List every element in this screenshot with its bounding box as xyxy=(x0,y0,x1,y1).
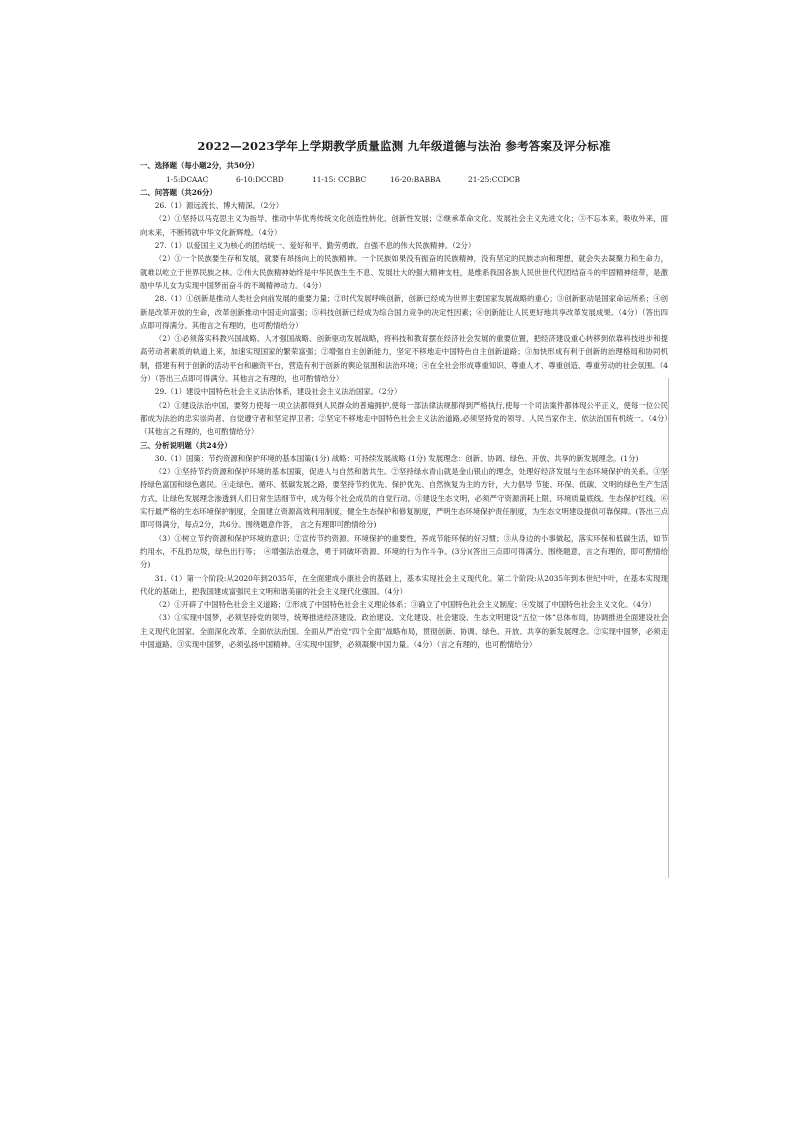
answer-paragraph: （2）①一个民族要生存和发展，就要有昂扬向上的民族精神。一个民族如果没有振奋的民族精神，没有坚定的民族志向和理想，就会失去凝聚力和生命力，就难以屹立于世界民族之林。②伟大民族精神始终是中华民族生生不息、发展壮大的强大精神支柱，是维系我国各族人民世世代代团结奋斗的牢固精神纽带，是激励中华儿女为实现中国梦而奋斗的不竭精神动力。（4分） xyxy=(140,254,668,290)
choice-answers xyxy=(166,173,668,186)
answer-paragraph: 29.（1）建设中国特色社会主义法治体系，建设社会主义法治国家。（2分） xyxy=(154,387,402,397)
answer-paragraph: （2）①坚持节约资源和保护环境的基本国策，促进人与自然和谐共生。②坚持绿水青山就是金山银山的理念，处理好经济发展与生态环境保护的关系。③坚持绿色富国和绿色惠民。④走绿色、循环、低碳发展之路，要坚持节约优先、保护优先、自然恢复为主的方针，大力倡导 节能、环保、低碳、文明的绿色生产生活方式，让绿色发展理念渗透到人们日常生活细节中，成为每个社会成员的自觉行动。⑤建设生态文明，必须严守资源消耗上限、环境质量底线、生态保护红线。⑥实行最严格的生态环境保护制度，全面建立资源高效利用制度，健全生态保护和修复制度，严明生态环境保护责任制度，为生态文明建设提供可靠保障。(答出三点即可得满分，每点2分，共6分。围绕题意作答， 言之有理即可酌情给分) xyxy=(140,467,668,530)
choice-answer-group: 11-15: CCBBC xyxy=(312,174,367,184)
choice-answer-group: 21-25:CCDCB xyxy=(468,174,521,184)
answer-paragraph: 26.（1）源远流长、博大精深。（2分） xyxy=(154,201,284,211)
document-title: 2022—2023学年上学期教学质量监测 九年级道德与法治 参考答案及评分标准 xyxy=(197,139,611,153)
choice-answer-group: 6-10:DCCBD xyxy=(236,174,284,184)
answer-paragraph: （3）①树立节约资源和保护环境的意识；②宣传节约资源、环境保护的重要性，养成节能环保的好习惯；③从身边的小事做起，落实环保和低碳生活，如节约用水，不乱扔垃圾，绿色出行等； ④增强法治观念，勇于同破坏资源、环境的行为作斗争。(3分)(答出三点即可得满分。围绕题意，言之有理的，即可酌情给分) xyxy=(140,533,668,570)
answer-paragraph: （2）①开辟了中国特色社会主义道路；②形成了中国特色社会主义理论体系；③确立了中国特色社会主义制度；④发展了中国特色社会主义文化。（4分） xyxy=(154,600,656,610)
answer-paragraph: 31.（1）第一个阶段:从2020年到2035年，在全面建成小康社会的基础上，基本实现社会主义现代化。第二个阶段:从2035年到本世纪中叶，在基本实现现代化的基础上，把我国建成富强民主文明和谐美丽的社会主义现代化强国。（4分） xyxy=(140,573,668,596)
answer-paragraph: （2）①坚持以马克思主义为指导、推动中华优秀传统文化创造性转化、创新性发展；②继承革命文化、发展社会主义先进文化；③不忘本来，吸收外来，面向未来，不断铸就中华文化新辉煌。（4分） xyxy=(140,214,668,237)
choice-answer-group: 1-5:DCAAC xyxy=(166,174,209,184)
answer-key-content xyxy=(140,140,668,651)
choice-answer-group: 16-20:BABBA xyxy=(390,174,441,184)
section-heading-analysis: 三、分析说明题（共24分） xyxy=(140,440,232,450)
answer-paragraph: （3）①实现中国梦，必须坚持党的领导，统筹推进经济建设、政治建设、文化建设、社会建设、生态文明建设“五位一体”总体布局，协调推进全面建设社会主义现代化国家、全面深化改革、全面依法治国、全面从严治党“四个全面”战略布局，贯彻创新、协调、绿色、开放、共享的新发展理念。②实现中国梦，必须走中国道路。③实现中国梦，必须弘扬中国精神。④实现中国梦，必须凝聚中国力量。（4分）（言之有理的，也可酌情给分） xyxy=(140,613,668,649)
answer-paragraph: 28.（1）①创新是推动人类社会向前发展的重要力量；②时代发展呼唤创新，创新已经成为世界主要国家发展战略的重心；③创新驱动是国家命运所系；④创新是改革开放的生命，改革创新推动中国走向富强；⑤科技创新已经成为综合国力竞争的决定性因素；⑥创新能让人民更好地共享改革发展成果。（4分）（答出四点即可得满分。其他言之有理的，也可酌情给分） xyxy=(140,294,668,330)
section-heading-choice: 一、选择题（每小题2分，共50分） xyxy=(140,161,259,171)
answer-paragraph: 27.（1）以爱国主义为核心的团结统一、爱好和平、勤劳勇敢、自强不息的伟大民族精神。（2分） xyxy=(154,241,476,251)
section-heading-qa: 二、问答题（共26分） xyxy=(140,187,217,197)
answer-paragraph: （2）①建设法治中国，要努力使每一项立法都得到人民群众的普遍拥护,使每一部法律法规都得到严格执行,使每一个司法案件都体现公平正义，使每一位公民都成为法治的忠实崇尚者、自觉遵守者和坚定捍卫者；②坚定不移地走中国特色社会主义法治道路,必须坚持党的领导、人民当家作主、依法治国有机统一。（4分）（其他言之有理的，也可酌情给分） xyxy=(140,400,668,437)
answer-paragraph: 30.（1）国策：节约资源和保护环境的基本国策(1分) 战略：可持续发展战略 (1分) 发展理念：创新、协调、绿色、开放、共享的新发展理念。(1分) xyxy=(154,453,639,463)
scan-fold-line xyxy=(668,378,669,878)
answer-paragraph: （2）①必须落实科教兴国战略、人才强国战略、创新驱动发展战略，将科技和教育摆在经济社会发展的重要位置，把经济建设重心转移到依靠科技进步和提高劳动者素质的轨道上来，加速实现国家的繁荣富强；②增强自主创新能力，坚定不移地走中国特色自主创新道路；③加快形成有利于创新的治理格局和协同机制，搭建有利于创新的活动平台和融资平台，营造有利于创新的舆论氛围和法治环境；④在全社会形成尊重知识、尊重人才、尊重创造、尊重劳动的社会氛围。（4分）（答出三点即可得满分。其他言之有理的，也可酌情给分） xyxy=(140,334,668,384)
